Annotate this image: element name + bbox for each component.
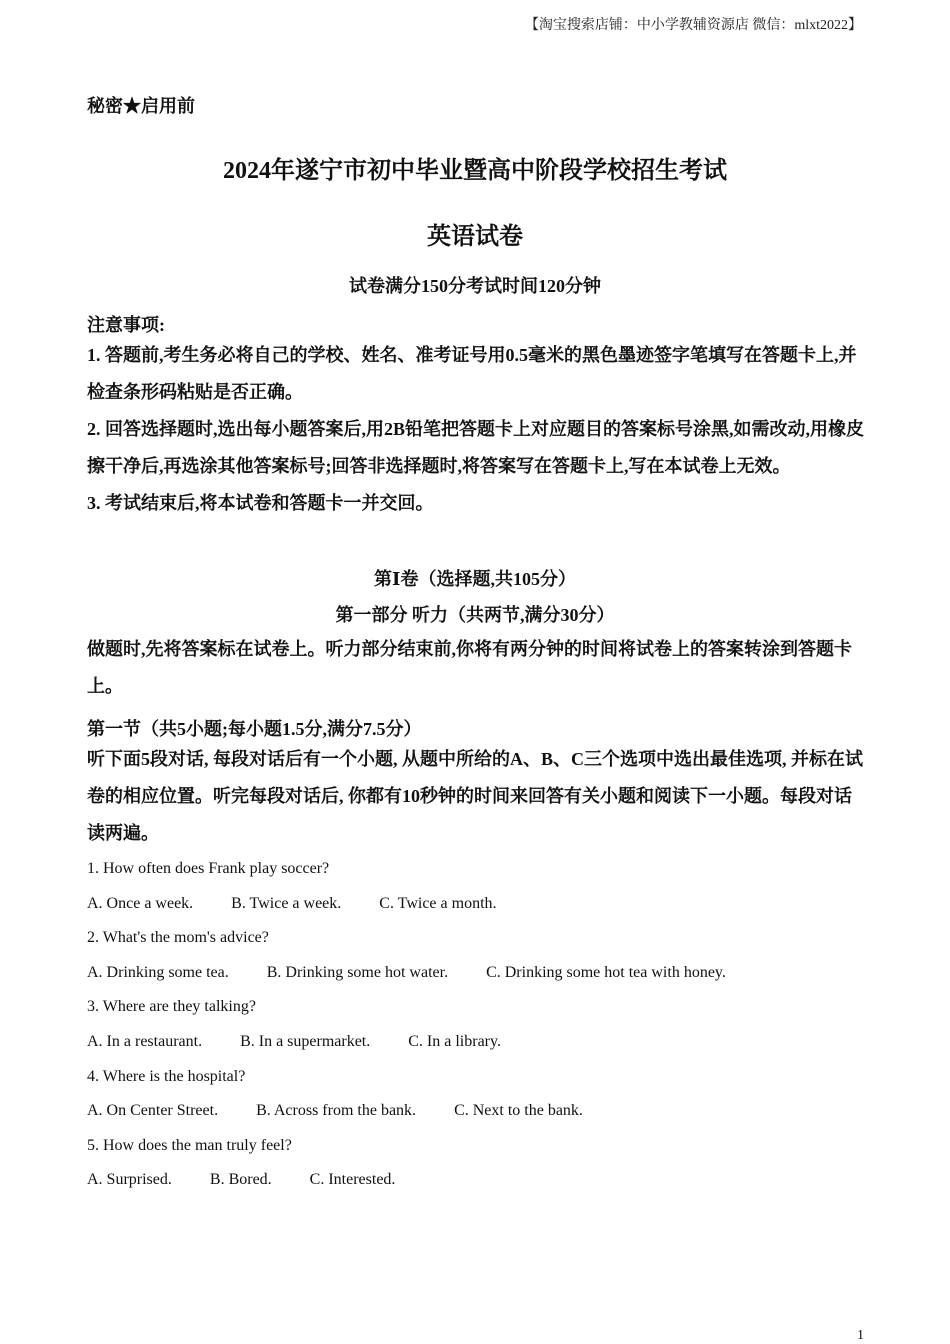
secret-label: 秘密★启用前 — [87, 96, 195, 116]
option-row — [87, 887, 863, 922]
option-row — [87, 1094, 863, 1129]
option-row — [87, 956, 863, 991]
option-b: B. Drinking some hot water. — [266, 963, 449, 981]
option-c: C. In a library. — [408, 1032, 501, 1050]
notes-list — [87, 337, 867, 522]
option-c: C. Drinking some hot tea with honey. — [486, 963, 726, 981]
note-item: 1. 答题前,考生务必将自己的学校、姓名、准考证号用0.5毫米的黑色墨迹签字笔填写在答题卡上,并检查条形码粘贴是否正确。 — [87, 345, 857, 402]
question-text: 1. How often does Frank play soccer? — [87, 860, 330, 877]
section-intro: 听下面5段对话, 每段对话后有一个小题, 从题中所给的A、B、C三个选项中选出最佳选项, 并标在试卷的相应位置。听完每段对话后, 你都有10秒钟的时间来回答有关小题和阅读下一小题。每段对话读两遍。 — [87, 749, 863, 843]
note-item: 2. 回答选择题时,选出每小题答案后,用2B铅笔把答题卡上对应题目的答案标号涂黑,如需改动,用橡皮擦干净后,再选涂其他答案标号;回答非选择题时,将答案写在答题卡上,写在本试卷上无效。 — [87, 419, 865, 476]
question-list — [87, 852, 863, 1198]
option-a: A. On Center Street. — [87, 1102, 219, 1120]
option-row — [87, 1025, 863, 1060]
subject-title: 英语试卷 — [427, 224, 523, 250]
option-a: A. Surprised. — [87, 1171, 172, 1189]
page-number: 1 — [857, 1328, 864, 1343]
part-heading: 第一部分 听力（共两节,满分30分） — [335, 605, 615, 625]
option-a: A. Drinking some tea. — [87, 963, 229, 981]
option-c: C. Twice a month. — [379, 894, 497, 912]
option-b: B. Bored. — [209, 1171, 272, 1189]
notes-heading: 注意事项: — [87, 315, 165, 335]
exam-title: 2024年遂宁市初中毕业暨高中阶段学校招生考试 — [223, 158, 727, 184]
option-row — [87, 1163, 863, 1198]
option-b: B. Twice a week. — [231, 894, 342, 912]
option-c: C. Next to the bank. — [454, 1102, 583, 1120]
section-heading: 第一节（共5小题;每小题1.5分,满分7.5分） — [87, 719, 422, 739]
option-b: B. In a supermarket. — [240, 1032, 371, 1050]
header-note: 【淘宝搜索店铺：中小学教辅资源店 微信：mlxt2022】 — [524, 18, 862, 33]
exam-info: 试卷满分150分考试时间120分钟 — [349, 276, 601, 296]
note-item: 3. 考试结束后,将本试卷和答题卡一并交回。 — [87, 493, 434, 513]
volume-heading: 第Ⅰ卷（选择题,共105分） — [374, 569, 576, 589]
question-text: 3. Where are they talking? — [87, 998, 256, 1016]
question-text: 4. Where is the hospital? — [87, 1067, 246, 1085]
option-c: C. Interested. — [309, 1171, 396, 1189]
option-a: A. Once a week. — [87, 894, 194, 912]
option-a: A. In a restaurant. — [87, 1032, 203, 1050]
question-text: 5. How does the man truly feel? — [87, 1136, 292, 1154]
question-text: 2. What's the mom's advice? — [87, 929, 269, 947]
part-intro: 做题时,先将答案标在试卷上。听力部分结束前,你将有两分钟的时间将试卷上的答案转涂到答题卡上。 — [87, 639, 852, 696]
option-b: B. Across from the bank. — [256, 1102, 417, 1120]
